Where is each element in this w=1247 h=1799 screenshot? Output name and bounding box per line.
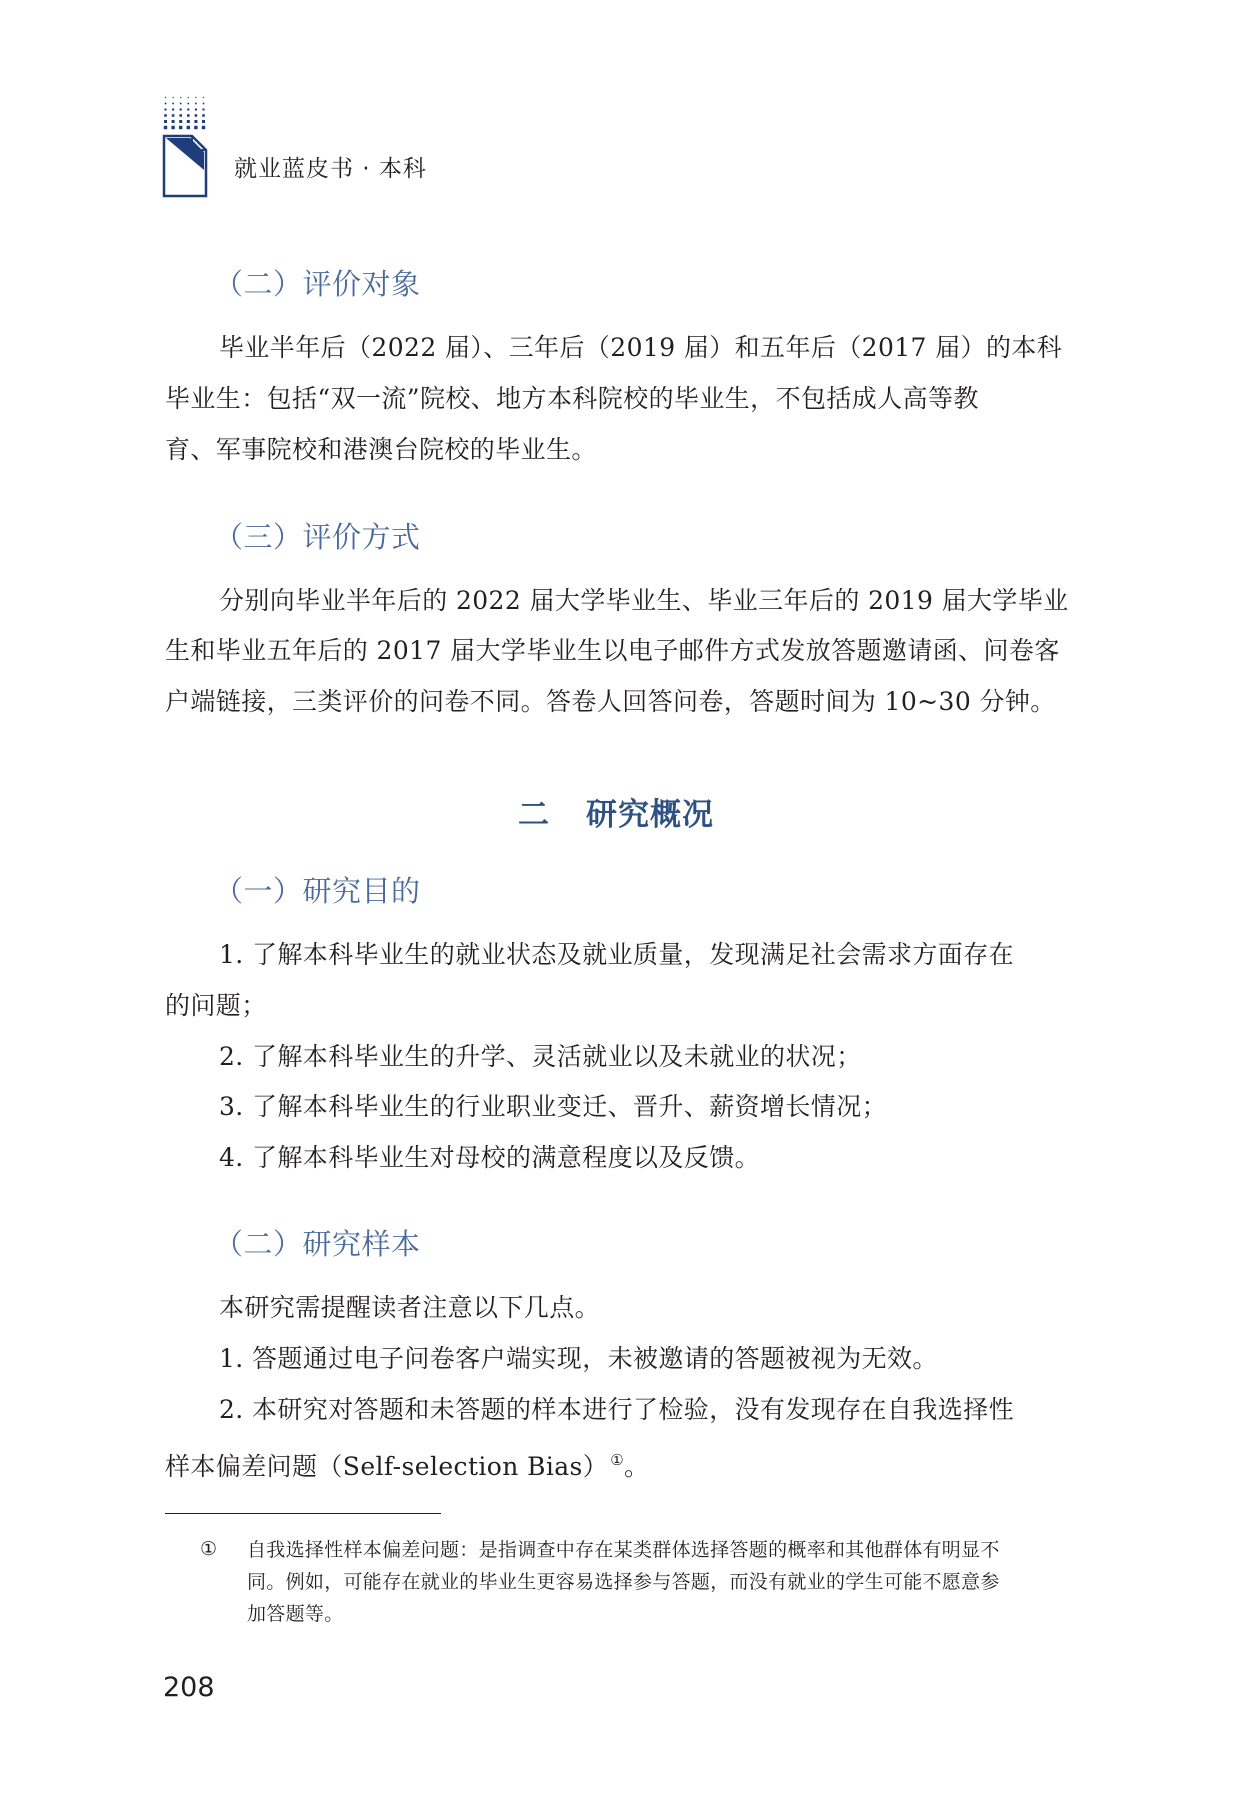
footnote-divider — [165, 1513, 441, 1514]
paragraph-line: 户端链接，三类评价的问卷不同。答卷人回答问卷，答题时间为 10~30 分钟。 — [165, 687, 1056, 716]
list-item: 2. 了解本科毕业生的升学、灵活就业以及未就业的状况； — [219, 1042, 862, 1071]
paragraph-line: 毕业生：包括“双一流”院校、地方本科院校的毕业生，不包括成人高等教 — [165, 384, 979, 413]
page-number: 208 — [163, 1672, 215, 1703]
footnote-line: 自我选择性样本偏差问题：是指调查中存在某类群体选择答题的概率和其他群体有明显不 — [247, 1539, 1000, 1561]
footnote-line: 加答题等。 — [247, 1603, 344, 1625]
section-heading — [518, 789, 714, 834]
paragraph-text: 样本偏差问题（Self-selection Bias） — [165, 1452, 609, 1481]
list-item: 3. 了解本科毕业生的行业职业变迁、晋升、薪资增长情况； — [219, 1092, 888, 1121]
paragraph-line: 生和毕业五年后的 2017 届大学毕业生以电子邮件方式发放答题邀请函、问卷客 — [165, 636, 1060, 665]
subheading-evaluation-method: （三）评价方式 — [214, 520, 421, 554]
subheading-research-sample: （二）研究样本 — [214, 1227, 421, 1261]
paragraph-line: 毕业半年后（2022 届）、三年后（2019 届）和五年后（2017 届）的本科 — [219, 333, 1063, 362]
footnote-mark: ① — [200, 1538, 218, 1560]
list-item — [165, 1445, 649, 1482]
paragraph-line: 本研究需提醒读者注意以下几点。 — [219, 1293, 601, 1322]
running-header-title: 就业蓝皮书 · 本科 — [234, 156, 427, 182]
list-item: 1. 了解本科毕业生的就业状态及就业质量，发现满足社会需求方面存在 — [219, 940, 1015, 969]
subheading-research-purpose: （一）研究目的 — [214, 874, 421, 908]
footnote-reference[interactable]: ① — [610, 1451, 625, 1469]
paragraph-line: 育、军事院校和港澳台院校的毕业生。 — [165, 435, 597, 464]
list-item: 的问题； — [165, 991, 267, 1020]
paragraph-text: 。 — [624, 1452, 650, 1481]
section-number: 二 — [518, 797, 550, 833]
section-title: 研究概况 — [586, 797, 714, 833]
list-item: 2. 本研究对答题和未答题的样本进行了检验，没有发现存在自我选择性 — [219, 1395, 1015, 1424]
list-item: 4. 了解本科毕业生对母校的满意程度以及反馈。 — [219, 1143, 761, 1172]
paragraph-line: 分别向毕业半年后的 2022 届大学毕业生、毕业三年后的 2019 届大学毕业 — [219, 586, 1069, 615]
list-item: 1. 答题通过电子问卷客户端实现，未被邀请的答题被视为无效。 — [219, 1344, 938, 1373]
book-corner-logo-icon — [162, 94, 208, 200]
footnote-line: 同。例如，可能存在就业的毕业生更容易选择参与答题，而没有就业的学生可能不愿意参 — [247, 1571, 1000, 1593]
subheading-evaluation-object: （二）评价对象 — [214, 267, 421, 301]
